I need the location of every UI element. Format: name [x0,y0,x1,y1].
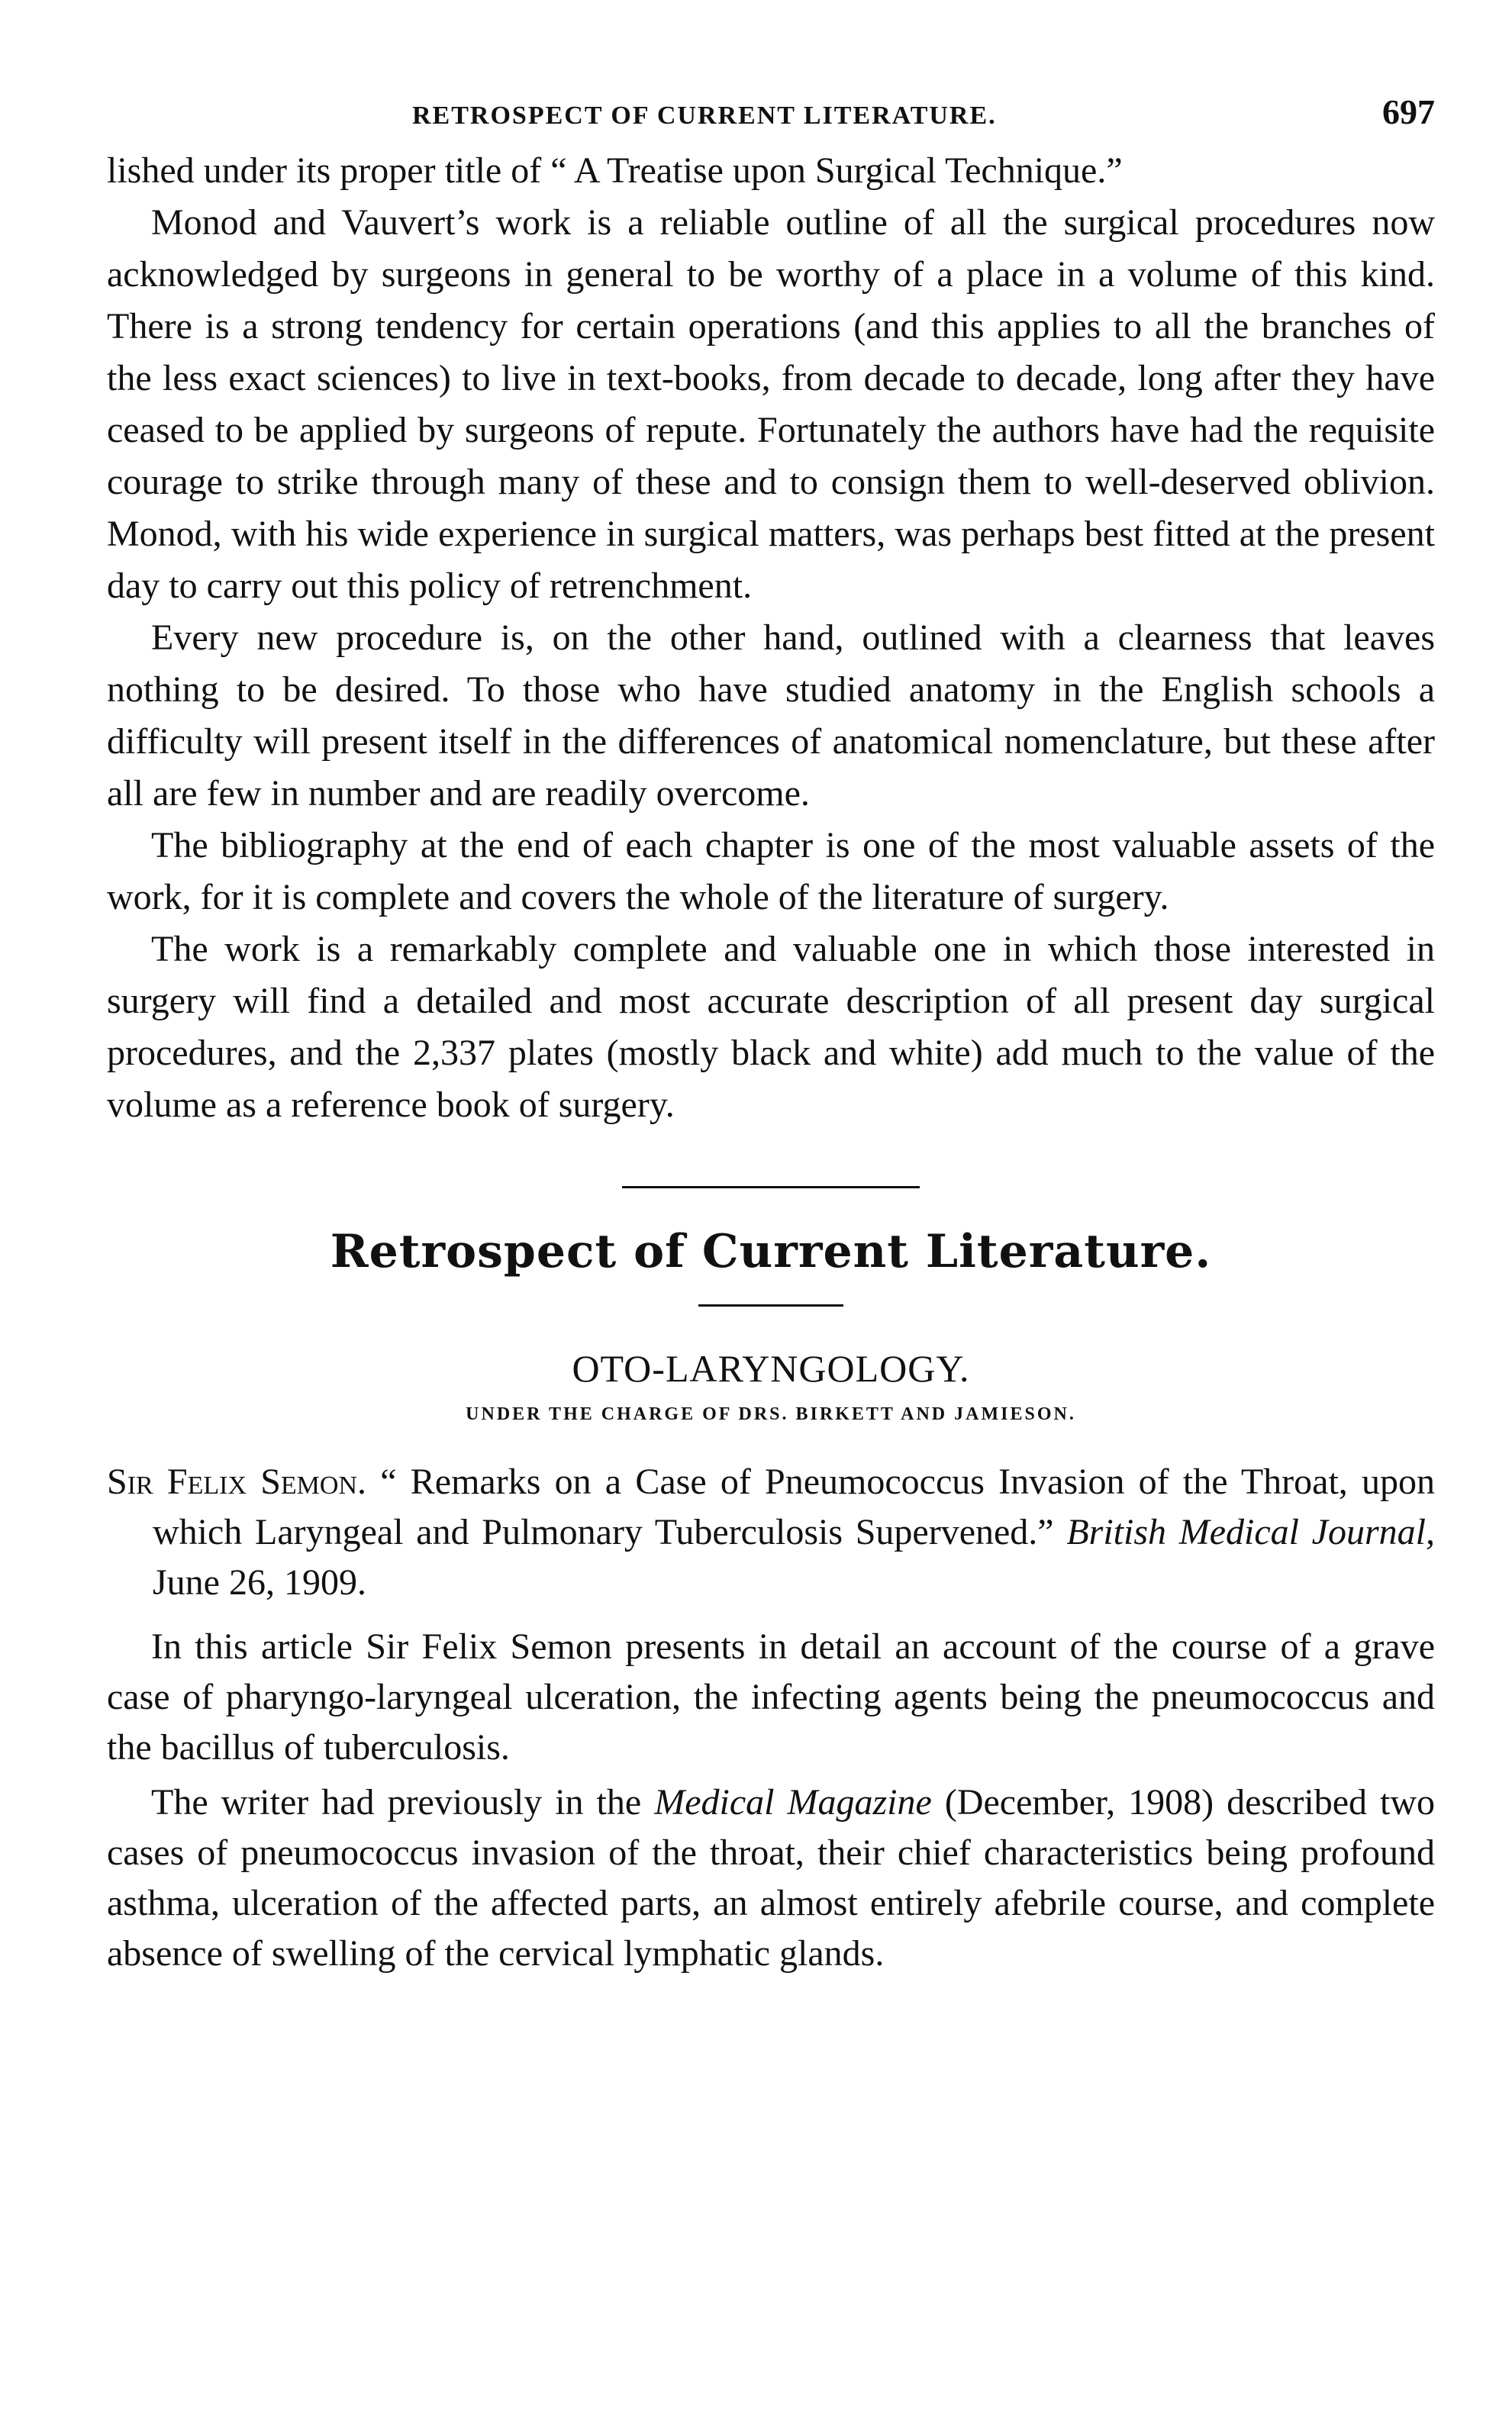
review-paragraph: Monod and Vauvert’s work is a reliable outline of all the surgical procedures now acknowledged by surgeons in general to be worthy of a place in a volume of this kind. There is a strong tendency for certain operations (and this applies to all the branches of the less exact sciences) to live in text-books, from decade to decade, long after they have ceased to be applied by surgeons of repute. Fortunately the authors have had the requisite courage to strike through many of these and to consign them to well-deserved oblivion. Monod, with his wide experience in surgical matters, was perhaps best fitted at the present day to carry out this policy of retrenchment. [107,202,1435,606]
subject-heading: OTO-LARYNGOLOGY. [572,1347,970,1390]
citation-author: Sir Felix Semon. [107,1462,367,1502]
citation-journal: British Medical Journal, [1066,1512,1436,1552]
abstract-text-fragment: (December, 1908) described two cases of pneumococcus invasion of the throat, their chief characteristics being profound asthma, ulceration of the affected parts, an almost entirely afebrile course, and complete absence of swelling of the cervical lymphatic glands. [107,1782,1436,1974]
abstract-text [107,1622,1435,1979]
abstract-paragraph [107,1778,1435,1979]
review-text [107,145,1435,1131]
page-number: 697 [1382,92,1435,131]
heading-divider [698,1304,843,1307]
abstract-journal: Medical Magazine [654,1782,932,1823]
book-page [107,92,1435,1984]
review-paragraph: Every new procedure is, on the other hand, outlined with a clearness that leaves nothing to be desired. To those who have studied anatomy in the English schools a difficulty will present itself in the differences of anatomical nomenclature, but these after all are few in number and are readily overcome. [107,617,1435,814]
section-heading: Retrospect of Current Literature. [330,1225,1212,1278]
section-divider [622,1186,920,1188]
abstract-paragraph: In this article Sir Felix Semon presents in detail an account of the course of a grave case of pharyngo-laryngeal ulceration, the infecting agents being the pneumococcus and the bacillus of tuberculosis. [107,1626,1435,1768]
running-title: RETROSPECT OF CURRENT LITERATURE. [412,102,997,130]
citation-date: June 26, 1909. [153,1562,366,1603]
review-paragraph: The bibliography at the end of each chapter is one of the most valuable assets of the work, for it is complete and covers the whole of the literature of surgery. [107,825,1435,917]
charge-line: UNDER THE CHARGE OF DRS. BIRKETT AND JAMIESON. [466,1404,1076,1424]
review-paragraph: lished under its proper title of “ A Treatise upon Surgical Technique.” [107,150,1123,191]
running-head [107,92,1435,137]
review-paragraph: The work is a remarkably complete and valuable one in which those interested in surgery will find a detailed and most accurate description of all present day surgical procedures, and the 2,337 plates (mostly black and white) add much to the value of the volume as a reference book of surgery. [107,929,1435,1125]
citation-title: “ Remarks on a Case of Pneumococcus Invasion of the Throat, upon which Laryngeal and Pulmonary Tuberculosis Supervened.” [153,1462,1436,1552]
citation [107,1457,1435,1608]
abstract-text-fragment: The writer had previously in the [151,1782,642,1823]
